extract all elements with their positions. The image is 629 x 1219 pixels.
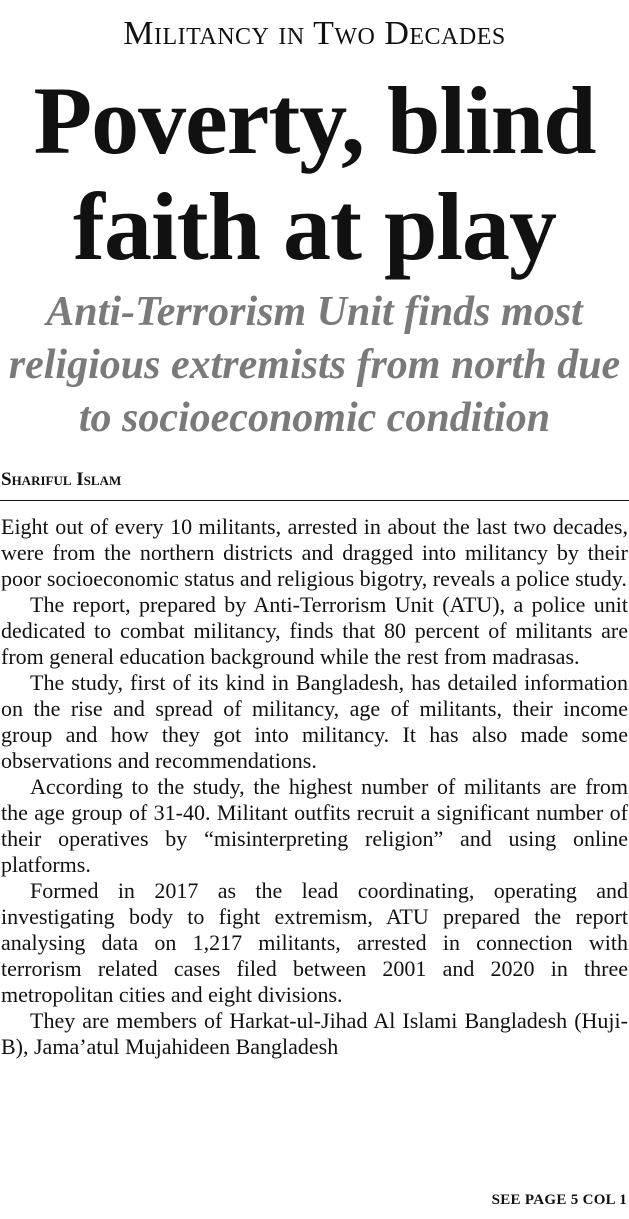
article-body [1,514,628,1060]
article-deck: Anti-Terrorism Unit finds most religious extremists from north due to socioeconomic condition [8,289,621,441]
article-byline: Shariful Islam [1,469,122,490]
byline-divider [0,500,629,501]
body-paragraph-4: According to the study, the highest number of militants are from the age group of 31-40. Militant outfits recruit a significant number of their operatives by “misinterpreting religion” and using online platforms. [1,774,628,877]
article-kicker: Militancy in Two Decades [123,15,506,52]
article-headline: Poverty, blind faith at play [33,67,596,280]
body-paragraph-6: They are members of Harkat-ul-Jihad Al Islami Bangladesh (Huji-B), Jama’atul Mujahideen Bangladesh [1,1008,628,1059]
body-paragraph-2: The report, prepared by Anti-Terrorism Unit (ATU), a police unit dedicated to combat militancy, finds that 80 percent of militants are from general education background while the rest from madrasas. [1,592,628,669]
body-paragraph-5: Formed in 2017 as the lead coordinating, operating and investigating body to fight extremism, ATU prepared the report analysing data on 1,217 militants, arrested in connection with terrorism related cases filed between 2001 and 2020 in three metropolitan cities and eight divisions. [1,878,628,1007]
body-paragraph-3: The study, first of its kind in Bangladesh, has detailed information on the rise and spread of militancy, age of militants, their income group and how they got into militancy. It has also made some observations and recommendations. [1,670,628,773]
body-paragraph-1: Eight out of every 10 militants, arrested in about the last two decades, were from the northern districts and dragged into militancy by their poor socioeconomic status and religious bigotry, reveals a police study. [1,514,628,591]
continuation-jump-line: SEE PAGE 5 COL 1 [491,1192,627,1208]
